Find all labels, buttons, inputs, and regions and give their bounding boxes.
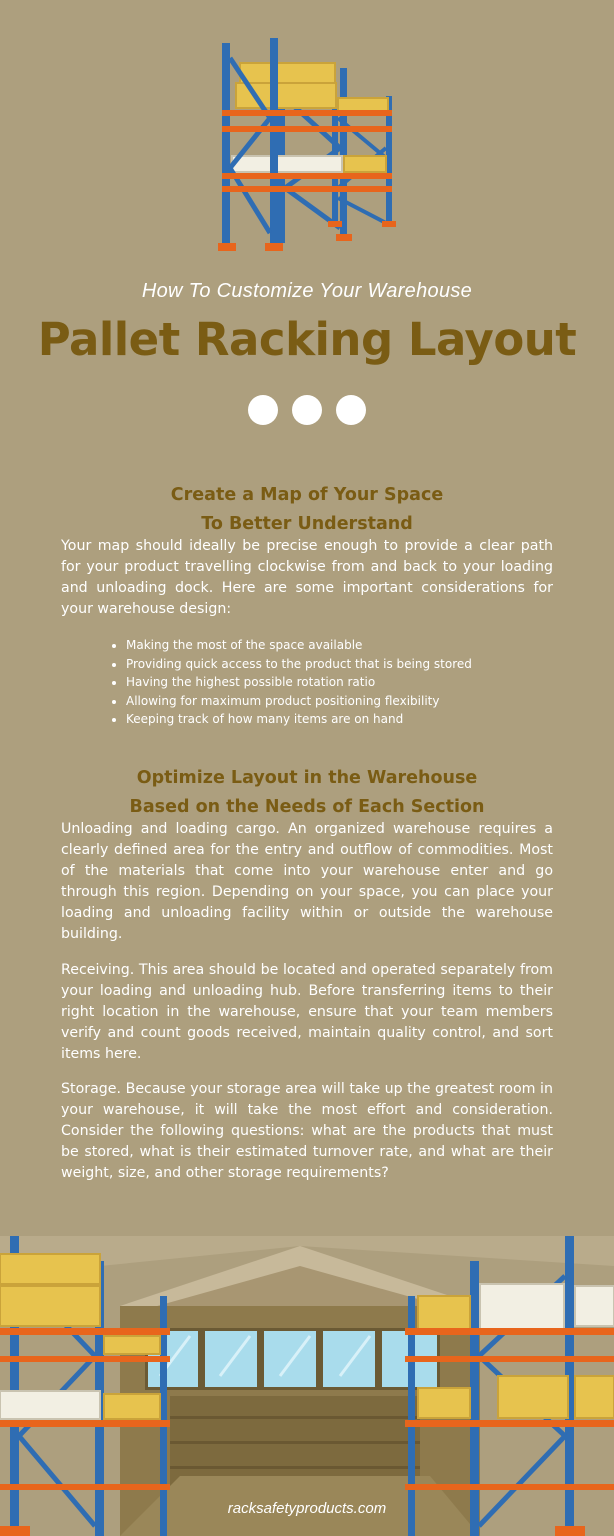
section2-heading-line2: Based on the Needs of Each Section	[129, 797, 485, 817]
list-item: • Making the most of the space available	[126, 636, 576, 655]
list-item: • Allowing for maximum product positioning flexibility	[126, 692, 576, 711]
dot-icon	[336, 395, 366, 425]
considerations-list	[108, 636, 576, 729]
list-item: • Having the highest possible rotation ratio	[126, 673, 576, 692]
warehouse-interior-illustration	[0, 1236, 614, 1536]
section2-paragraph-receiving: Receiving. This area should be located and operated separately from your loading and unloading hub. Before transferring items to their right location in the warehouse, ensure that your team members verify and count goods received, maintain quality control, and sort items here.	[61, 962, 553, 1062]
dot-icon	[292, 395, 322, 425]
dot-icon	[248, 395, 278, 425]
section2-paragraph-storage: Storage. Because your storage area will take up the greatest room in your warehouse, it will take the most effort and consideration. Consider the following questions: what are the products that must be stored, what is their estimated turnover rate, and what are their weight, size, and other storage requirements?	[61, 1081, 553, 1181]
section2-heading	[60, 764, 554, 822]
section1-heading	[60, 481, 554, 539]
list-item: • Keeping track of how many items are on hand	[126, 710, 576, 729]
section2-heading-line1: Optimize Layout in the Warehouse	[136, 768, 478, 788]
section2-paragraph-unloading: Unloading and loading cargo. An organized warehouse requires a clearly defined area for the entry and outflow of commodities. Most of the materials that come into your warehouse enter and go through this region. Depending on your space, you can place your loading and unloading facility within or outside the warehouse building.	[61, 821, 553, 942]
pallet-rack-illustration	[210, 38, 400, 260]
decorative-dots	[0, 395, 614, 429]
section1-heading-line2: To Better Understand	[201, 514, 413, 534]
page-title: Pallet Racking Layout	[37, 313, 577, 366]
page-subtitle: How To Customize Your Warehouse	[141, 280, 473, 302]
list-item: • Providing quick access to the product that is being stored	[126, 655, 576, 674]
section1-paragraph: Your map should ideally be precise enough to provide a clear path for your product travelling clockwise from and back to your loading and unloading dock. Here are some important considerations for your warehouse design:	[61, 538, 553, 617]
section1-heading-line1: Create a Map of Your Space	[170, 485, 444, 505]
website-footer: racksafetyproducts.com	[227, 1500, 387, 1517]
